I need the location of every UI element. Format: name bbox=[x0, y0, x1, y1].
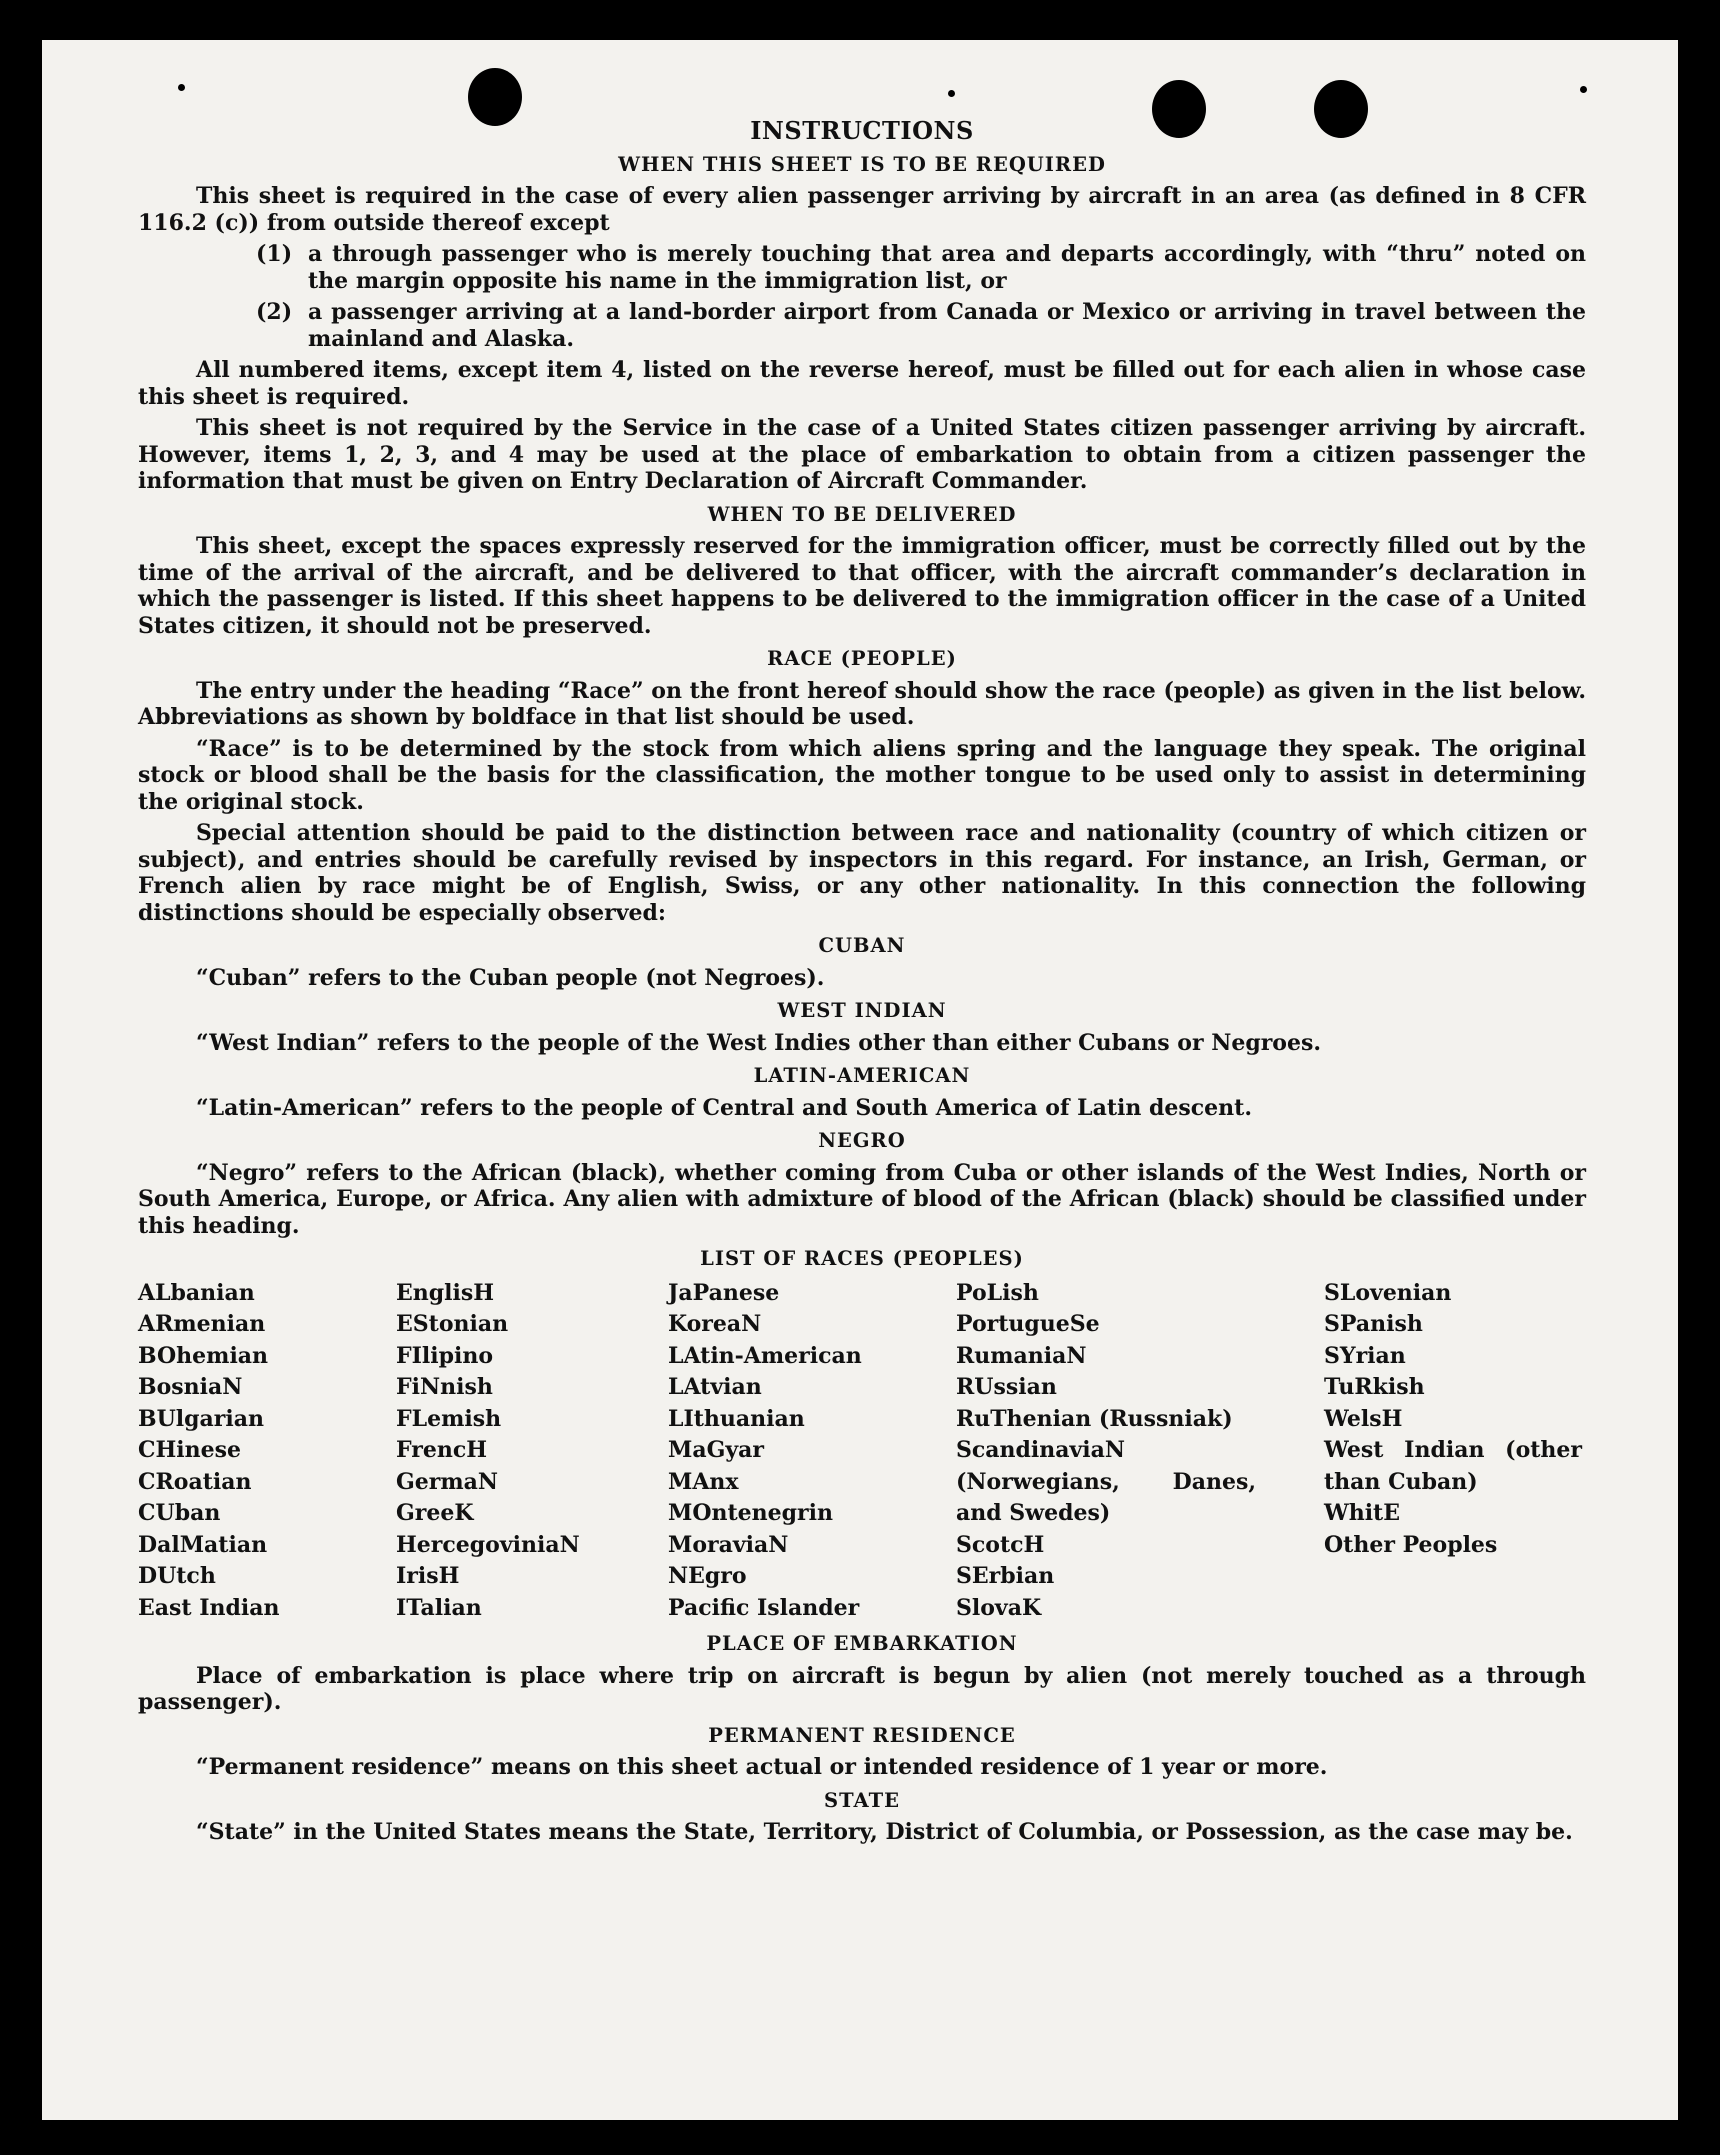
race-list bbox=[138, 1278, 1586, 1625]
race-entry: LAtin-American bbox=[668, 1342, 862, 1369]
instructions-content bbox=[138, 118, 1586, 1851]
race-entry: RuThenian (Russniak) bbox=[956, 1405, 1233, 1432]
race-entry: SErbian bbox=[956, 1563, 1055, 1589]
heading-negro: NEGRO bbox=[818, 1129, 906, 1152]
race-entry: CUban bbox=[138, 1500, 221, 1526]
race-entry: EStonian bbox=[396, 1311, 509, 1337]
race-entry: Pacific Islander bbox=[668, 1594, 860, 1621]
heading-when-delivered: WHEN TO BE DELIVERED bbox=[707, 502, 1017, 526]
race-entry: MaGyar bbox=[668, 1437, 765, 1463]
race-entry: JaPanese bbox=[668, 1279, 780, 1306]
heading-list-of-races: LIST OF RACES (PEOPLES) bbox=[700, 1247, 1024, 1270]
race-entry: PoLish bbox=[956, 1279, 1039, 1306]
heading-when-required: WHEN THIS SHEET IS TO BE REQUIRED bbox=[618, 152, 1106, 176]
race-entry: CHinese bbox=[138, 1437, 242, 1463]
heading-cuban: CUBAN bbox=[818, 934, 906, 957]
latin-american-text: “Latin-American” refers to the people of Central and South America of Latin descent. bbox=[196, 1094, 1252, 1121]
race-entry: HercegoviniaN bbox=[396, 1531, 580, 1558]
race-entry: KoreaN bbox=[668, 1311, 762, 1337]
numbered-items-paragraph: All numbered items, except item 4, listed on the reverse hereof, must be filled out for each alien in whose case this sheet is required. bbox=[138, 357, 1586, 410]
item-text: a passenger arriving at a land-border airport from Canada or Mexico or arriving in travel between the mainland and Alaska. bbox=[308, 299, 1586, 352]
race-entry: CRoatian bbox=[138, 1468, 252, 1495]
race-entry: BUlgarian bbox=[138, 1405, 264, 1432]
item-text: a through passenger who is merely touching that area and departs accordingly, with “thru” noted on the margin opposite his name in the immigration list, or bbox=[308, 241, 1586, 294]
speck bbox=[1580, 86, 1587, 93]
heading-latin-american: LATIN-AMERICAN bbox=[753, 1064, 971, 1087]
speck bbox=[178, 84, 185, 91]
race-entry: SYrian bbox=[1324, 1342, 1406, 1369]
west-indian-text: “West Indian” refers to the people of the West Indies other than either Cubans or Negroes. bbox=[196, 1029, 1322, 1056]
race-entry: SlovaK bbox=[956, 1594, 1042, 1621]
page-title: INSTRUCTIONS bbox=[750, 116, 974, 145]
race-entry: RumaniaN bbox=[956, 1342, 1087, 1369]
race-entry: MOntenegrin bbox=[668, 1500, 833, 1526]
residence-text: “Permanent residence” means on this sheet actual or intended residence of 1 year or more. bbox=[196, 1754, 1328, 1780]
exception-item bbox=[256, 241, 1586, 294]
race-column-1 bbox=[138, 1278, 396, 1625]
heading-west-indian: WEST INDIAN bbox=[777, 999, 947, 1022]
heading-race: RACE (PEOPLE) bbox=[767, 647, 957, 670]
item-number: (2) bbox=[256, 299, 293, 325]
speck bbox=[948, 90, 955, 97]
citizen-paragraph: This sheet is not required by the Service in the case of a United States citizen passenger arriving by aircraft. However, items 1, 2, 3, and 4 may be used at the place of embarkation to obtain from a citizen passenger the information that must be given on Entry Declaration of Aircraft Commander. bbox=[138, 415, 1586, 494]
when-required-intro: This sheet is required in the case of every alien passenger arriving by aircraft in an area (as defined in 8 CFR 116.2 (c)) from outside thereof except bbox=[138, 183, 1586, 236]
cuban-text: “Cuban” refers to the Cuban people (not Negroes). bbox=[196, 964, 825, 991]
race-entry: FrencH bbox=[396, 1437, 487, 1463]
race-column-4 bbox=[956, 1278, 1324, 1625]
race-entry: SLovenian bbox=[1324, 1279, 1452, 1306]
race-entry: East Indian bbox=[138, 1594, 280, 1621]
race-entry: NEgro bbox=[668, 1563, 747, 1589]
race-entry: LAtvian bbox=[668, 1374, 762, 1400]
race-entry: FIlipino bbox=[396, 1342, 494, 1369]
heading-embarkation: PLACE OF EMBARKATION bbox=[706, 1632, 1018, 1655]
race-entry: BosniaN bbox=[138, 1374, 243, 1400]
race-entry: DalMatian bbox=[138, 1531, 268, 1558]
race-entry: ALbanian bbox=[138, 1279, 255, 1306]
heading-permanent-residence: PERMANENT RESIDENCE bbox=[708, 1723, 1016, 1747]
race-entry: ITalian bbox=[396, 1594, 482, 1621]
race-entry: West Indian (other than Cuban) bbox=[1324, 1437, 1582, 1495]
heading-state: STATE bbox=[824, 1788, 900, 1812]
race-entry: WelsH bbox=[1324, 1405, 1403, 1432]
race-column-5 bbox=[1324, 1278, 1586, 1625]
race-entry: RUssian bbox=[956, 1374, 1057, 1400]
item-number: (1) bbox=[256, 241, 293, 267]
document-sheet bbox=[42, 40, 1678, 2120]
race-paragraph-1: The entry under the heading “Race” on the front hereof should show the race (people) as given in the list below. Abbreviations as shown by boldface in that list should be used. bbox=[138, 677, 1586, 730]
race-entry: Other Peoples bbox=[1324, 1531, 1498, 1558]
race-entry: GreeK bbox=[396, 1500, 474, 1526]
race-entry: FLemish bbox=[396, 1405, 502, 1432]
race-entry: IrisH bbox=[396, 1563, 460, 1589]
race-entry: ScotcH bbox=[956, 1531, 1045, 1558]
race-entry: SPanish bbox=[1324, 1311, 1423, 1337]
negro-text: “Negro” refers to the African (black), whether coming from Cuba or other islands of the West Indies, North or South America, Europe, or Africa. Any alien with admixture of blood of the African (black) should be classified under this heading. bbox=[138, 1159, 1586, 1239]
race-entry: GermaN bbox=[396, 1468, 499, 1495]
race-entry: ARmenian bbox=[138, 1311, 266, 1337]
race-entry: DUtch bbox=[138, 1563, 216, 1589]
race-column-2 bbox=[396, 1278, 668, 1625]
race-entry: LIthuanian bbox=[668, 1405, 805, 1432]
when-delivered-text: This sheet, except the spaces expressly reserved for the immigration officer, must be correctly filled out by the time of the arrival of the aircraft, and be delivered to that officer, with the aircraft commander’s declaration in which the passenger is listed. If this sheet happens to be delivered to the immigration officer in the case of a United States citizen, it should not be preserved. bbox=[138, 533, 1586, 639]
race-entry: MAnx bbox=[668, 1468, 739, 1495]
race-paragraph-2: “Race” is to be determined by the stock from which aliens spring and the language they speak. The original stock or blood shall be the basis for the classification, the mother tongue to be used only to assist in determining the original stock. bbox=[138, 735, 1586, 815]
race-entry: TuRkish bbox=[1324, 1374, 1425, 1400]
race-entry: PortugueSe bbox=[956, 1311, 1100, 1337]
embarkation-text: Place of embarkation is place where trip on aircraft is begun by alien (not merely touched as a through passenger). bbox=[138, 1662, 1586, 1715]
race-entry: BOhemian bbox=[138, 1342, 269, 1369]
race-entry: ScandinaviaN (Norwegians, Danes, and Swedes) bbox=[956, 1437, 1256, 1526]
race-paragraph-3: Special attention should be paid to the distinction between race and nationality (country of which citizen or subject), and entries should be carefully revised by inspectors in this regard. For instance, an Irish, German, or French alien by race might be of English, Swiss, or any other nationality. In this connection the following distinctions should be especially observed: bbox=[138, 820, 1586, 926]
race-column-3 bbox=[668, 1278, 956, 1625]
race-entry: MoraviaN bbox=[668, 1531, 789, 1558]
race-entry: WhitE bbox=[1324, 1500, 1400, 1526]
state-text: “State” in the United States means the State, Territory, District of Columbia, or Possession, as the case may be. bbox=[196, 1819, 1573, 1845]
race-entry: EnglisH bbox=[396, 1279, 495, 1306]
race-entry: FiNnish bbox=[396, 1374, 493, 1400]
exception-item bbox=[256, 299, 1586, 352]
